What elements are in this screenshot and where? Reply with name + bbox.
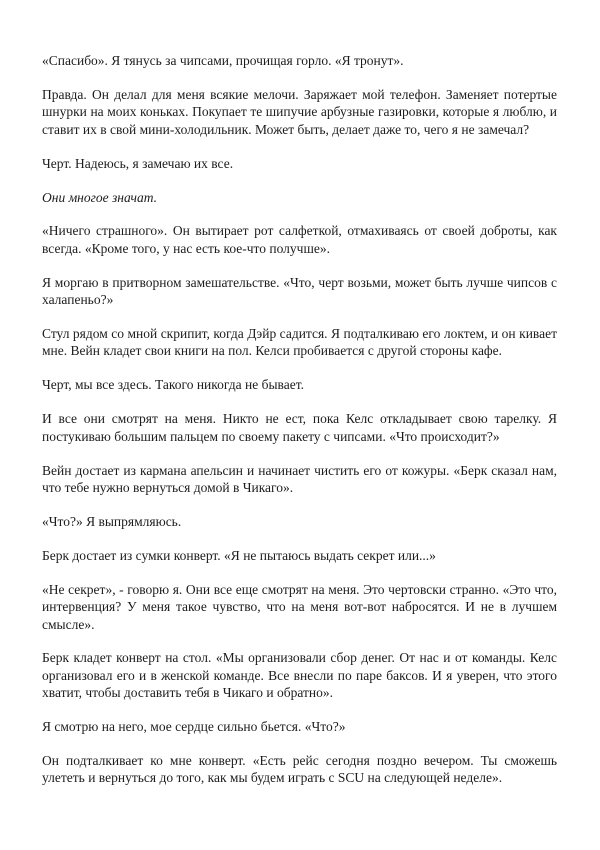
paragraph: Черт, мы все здесь. Такого никогда не бывает. — [42, 377, 304, 393]
paragraph: Берк кладет конверт на стол. «Мы организовали сбор денег. От нас и от команды. Келс организовал его и в женской команде. Все внесли по паре баксов. И я уверен, что этого хватит, чтобы доставить тебя в Чикаго и обратно». — [42, 650, 557, 701]
paragraph: «Что?» Я выпрямляюсь. — [42, 513, 182, 529]
paragraph: Черт. Надеюсь, я замечаю их все. — [42, 155, 234, 171]
paragraph: И все они смотрят на меня. Никто не ест, пока Келс откладывает свою тарелку. Я постукиваю большим пальцем по своему пакету с чипсами. «Что происходит?» — [42, 411, 557, 444]
paragraph: Правда. Он делал для меня всякие мелочи. Заряжает мой телефон. Заменяет потертые шнурки на моих коньках. Покупает те шипучие арбузные газировки, которые я люблю, и ставит их в свой мини-холодильник. Может быть, делает даже то, чего я не замечал? — [42, 86, 557, 137]
paragraph: Он подталкивает ко мне конверт. «Есть рейс сегодня поздно вечером. Ты сможешь улететь и вернуться до того, как мы будем играть с SCU на следующей неделе». — [42, 753, 557, 786]
paragraph: «Ничего страшного». Он вытирает рот салфеткой, отмахиваясь от своей доброты, как всегда. «Кроме того, у нас есть кое-что получше». — [42, 223, 557, 256]
paragraph: Я смотрю на него, мое сердце сильно бьется. «Что?» — [42, 719, 346, 735]
paragraph: «Не секрет», - говорю я. Они все еще смотрят на меня. Это чертовски странно. «Это что, интервенция? У меня такое чувство, что на меня вот-вот набросятся. И не в лучшем смысле». — [42, 581, 557, 632]
paragraph: Они многое значат. — [42, 189, 158, 205]
paragraph: Я моргаю в притворном замешательстве. «Что, черт возьми, может быть лучше чипсов с халапеньо?» — [42, 274, 557, 308]
paragraph: Берк достает из сумки конверт. «Я не пытаюсь выдать секрет или...» — [42, 547, 436, 563]
paragraph: Стул рядом со мной скрипит, когда Дэйр садится. Я подталкиваю его локтем, и он кивает мне. Вейн кладет свои книги на пол. Келси пробивается с другой стороны кафе. — [42, 326, 557, 359]
paragraph: Вейн достает из кармана апельсин и начинает чистить его от кожуры. «Берк сказал нам, что тебе нужно вернуться домой в Чикаго». — [42, 462, 557, 495]
paragraph: «Спасибо». Я тянусь за чипсами, прочищая горло. «Я тронут». — [42, 53, 404, 68]
